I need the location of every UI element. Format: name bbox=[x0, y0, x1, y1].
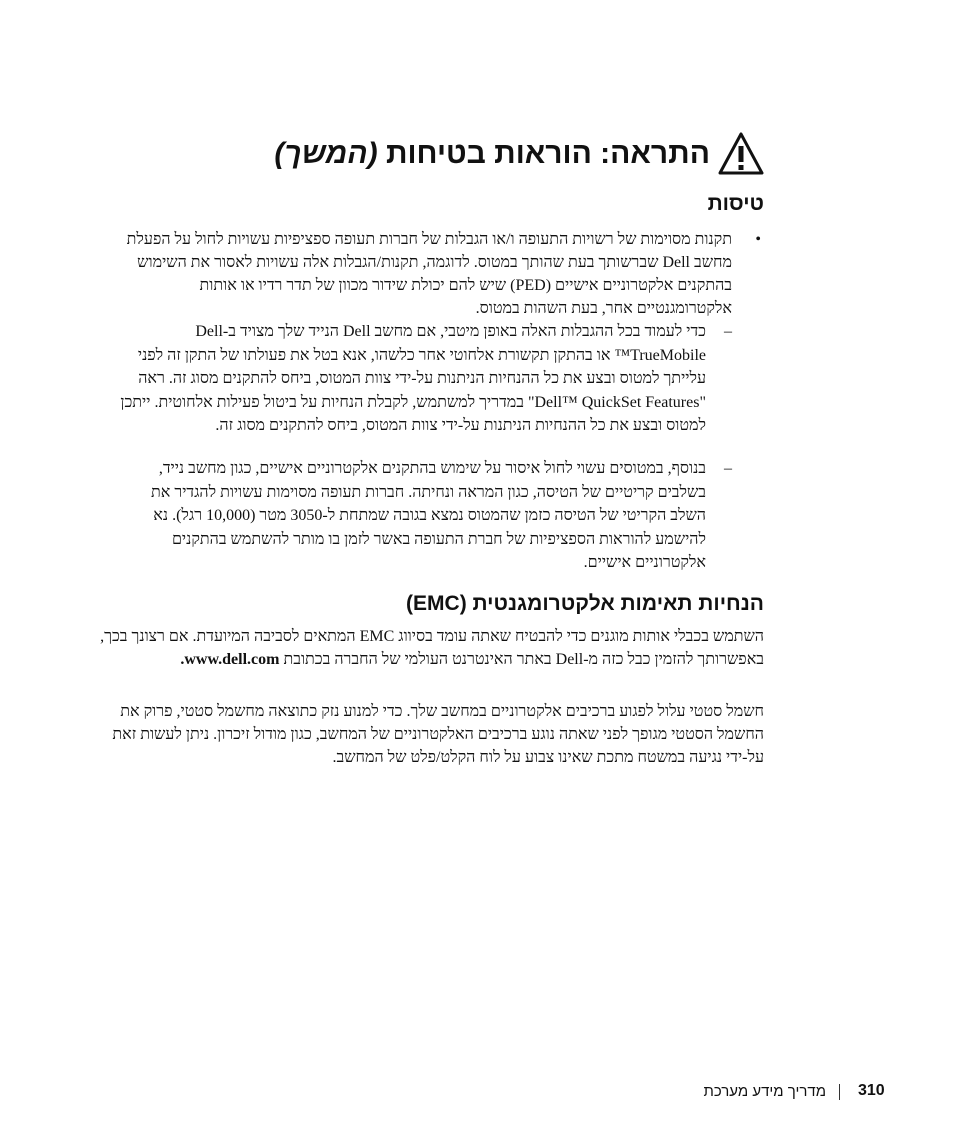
bullet-marker: • bbox=[755, 231, 761, 248]
dash-marker: – bbox=[724, 460, 732, 477]
flights-bullet-text: תקנות מסוימות של רשויות התעופה ו/או הגבלות של חברות תעופה ספציפיות עשויות לחול על הפעלת מחשב Dell שברשותך בעת שהותך במטוס. לדוגמה, תקנות/הגבלות אלה עשויות לאסור את השימוש בהתקנים אלקטרוניים אישיים (PED) שיש להם יכולת שידור מכוון של תדר רדיו או אותות אלקטרומגנטיים אחר, בעת השהות במטוס. bbox=[126, 231, 732, 317]
emc-heading: הנחיות תאימות אלקטרומגנטית (EMC) bbox=[406, 592, 764, 615]
title-continued: (המשך) bbox=[274, 137, 378, 170]
title-main: התראה: הוראות בטיחות bbox=[385, 137, 710, 170]
static-electricity-paragraph: חשמל סטטי עלול לפגוע ברכיבים אלקטרוניים במחשב שלך. כדי למנוע נזק כתוצאה מחשמל סטטי, פרוק את החשמל הסטטי מגופך לפני שאתה נוגע ברכיבים האלקטרוניים של המחשב, כגון מודול זיכרון. ניתן לעשות זאת על-ידי נגיעה במשטח מתכת שאינו צבוע על לוח הקלט/פלט של המחשב. bbox=[112, 703, 764, 766]
footer-divider bbox=[839, 1084, 840, 1100]
dell-website-link[interactable]: www.dell.com. bbox=[180, 651, 280, 668]
emc-cables-text: השתמש בכבלי אותות מוגנים כדי להבטיח שאתה עומד בסיווג EMC המתאים לסביבה המיועדת. אם רצונך בכך, באפשרותך להזמין כבל כזה מ-Dell באתר האינטרנט העולמי של החברה בכתובת bbox=[100, 628, 764, 668]
page-number: 310 bbox=[858, 1082, 885, 1099]
flights-wireless-text: כדי לעמוד בכל ההגבלות האלה באופן מיטבי, אם מחשב Dell הנייד שלך מצויד ב-Dell TrueMobile™ או בהתקן תקשורת אלחוטי אחר כלשהו, אנא בטל את פעולתו של התקן זה לפני עלייתך למטוס ובצע את כל ההנחיות הניתנות על-ידי צוות המטוס, ביחס להתקנים מסוג זה. ראה "Dell™ QuickSet Features" במדריך למשתמש, לקבלת הנחיות על ביטול פעילות אלחוטית. ייתכן למטוס ובצע את כל ההנחיות הניתנות על-ידי צוות המטוס, ביחס להתקנים מסוג זה. bbox=[120, 323, 706, 434]
page-footer bbox=[0, 1080, 954, 1110]
title-text bbox=[274, 137, 710, 171]
warning-icon bbox=[718, 131, 764, 177]
emc-cables-paragraph bbox=[98, 625, 764, 671]
flights-critical-phases-text: בנוסף, במטוסים עשוי לחול איסור על שימוש בהתקנים אלקטרוניים אישיים, כגון מחשב נייד, בשלבים קריטיים של הטיסה, כגון המראה ונחיתה. חברות תעופה מסוימות עשויות להגדיר את השלב הקריטי של הטיסה כזמן שהמטוס נמצא בגובה שמתחת ל-3050 מטר (10,000 רגל). נא להישמע להוראות הספציפיות של חברת התעופה באשר לזמן בו מותר להשתמש בהתקנים אלקטרוניים אישיים. bbox=[151, 460, 706, 571]
page-title bbox=[124, 124, 764, 184]
guide-title: מדריך מידע מערכת bbox=[703, 1083, 826, 1100]
dash-marker: – bbox=[724, 323, 732, 340]
flights-heading: טיסות bbox=[707, 192, 764, 215]
